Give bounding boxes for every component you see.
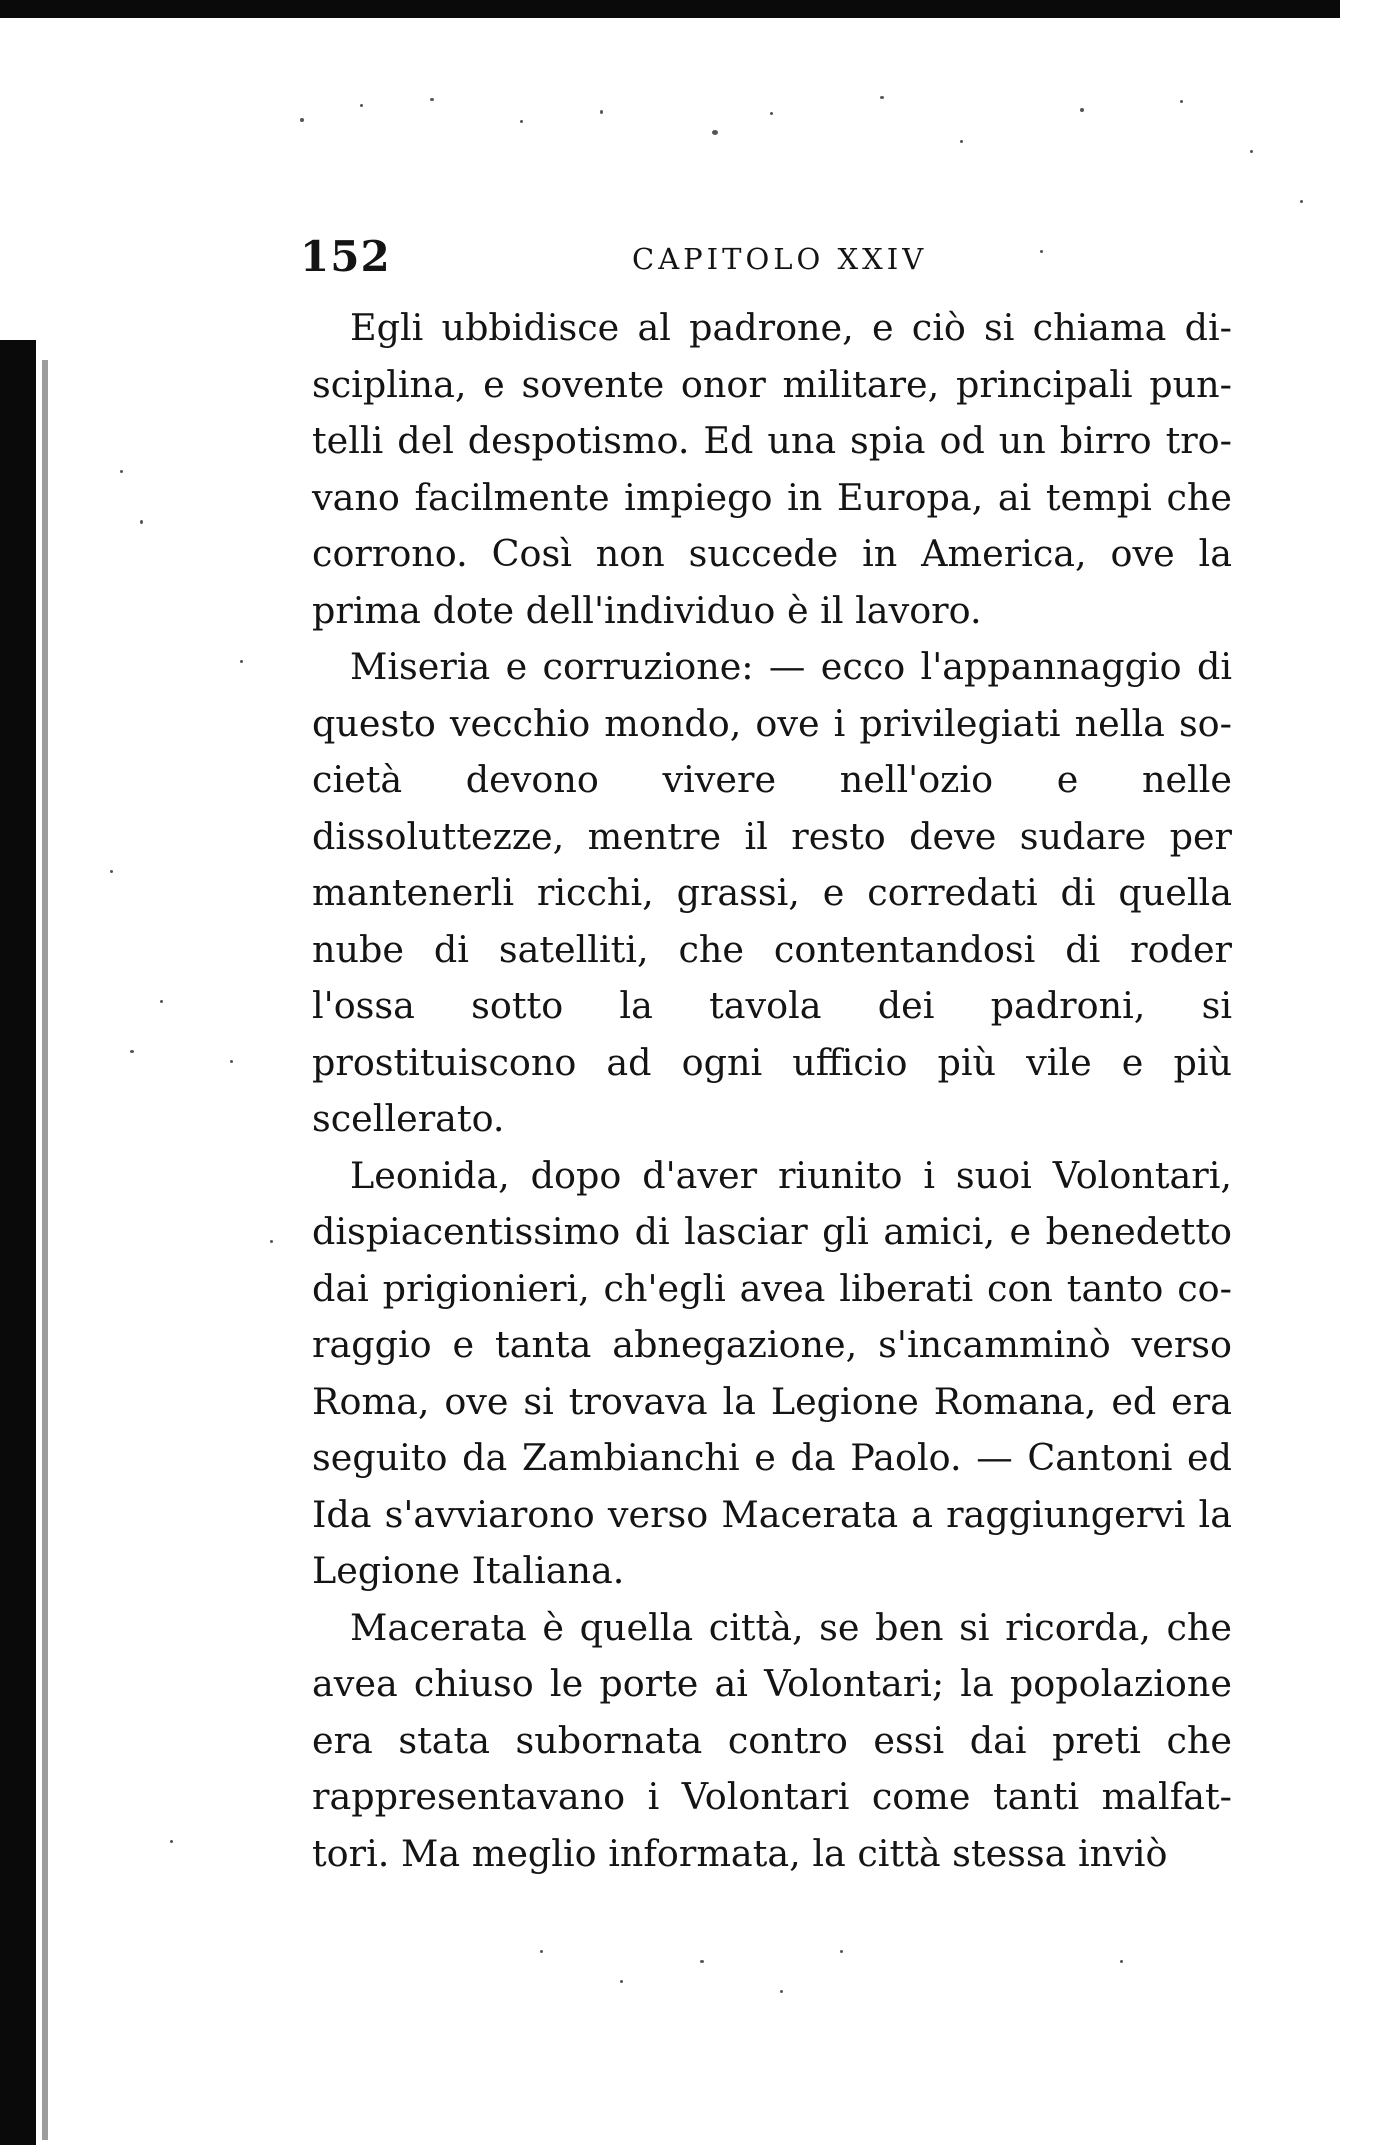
- paragraph: Macerata è quella città, se ben si ricorda, che avea chiuso le porte ai Volontari; la popolazione era stata subornata contro essi dai preti che rappresentavano i Volontari come tanti malfat-tori. Ma meglio informata, la città stessa inviò: [312, 1605, 1232, 1875]
- page-number: 152: [300, 232, 391, 281]
- scan-border-left-shadow: [42, 360, 48, 2140]
- paragraph: Miseria e corruzione: — ecco l'appannaggio di questo vecchio mondo, ove i privilegiati nella so-cietà devono vivere nell'ozio e nelle dissoluttezze, mentre il resto deve sudare per mantenerli ricchi, grassi, e corredati di quella nube di satelliti, che contentandosi di roder l'ossa sotto la tavola dei padroni, si prostituiscono ad ogni ufficio più vile e più scellerato.: [312, 645, 1232, 1140]
- scan-border-top: [0, 0, 1340, 18]
- body-text: [312, 300, 1232, 1882]
- scan-border-left: [0, 340, 36, 2145]
- paragraph: Leonida, dopo d'aver riunito i suoi Volontari, dispiacentissimo di lasciar gli amici, e benedetto dai prigionieri, ch'egli avea liberati con tanto co-raggio e tanta abnegazione, s'incamminò verso Roma, ove si trovava la Legione Romana, ed era seguito da Zambianchi e da Paolo. — Cantoni ed Ida s'avviarono verso Macerata a raggiungervi la Legione Italiana.: [312, 1153, 1232, 1592]
- paragraph: Egli ubbidisce al padrone, e ciò si chiama di-sciplina, e sovente onor militare, principali pun-telli del despotismo. Ed una spia od un birro tro-vano facilmente impiego in Europa, ai tempi che corrono. Così non succede in America, ove la prima dote dell'individuo è il lavoro.: [312, 306, 1232, 632]
- running-head: CAPITOLO XXIV: [632, 242, 928, 276]
- page-header: [300, 232, 1260, 284]
